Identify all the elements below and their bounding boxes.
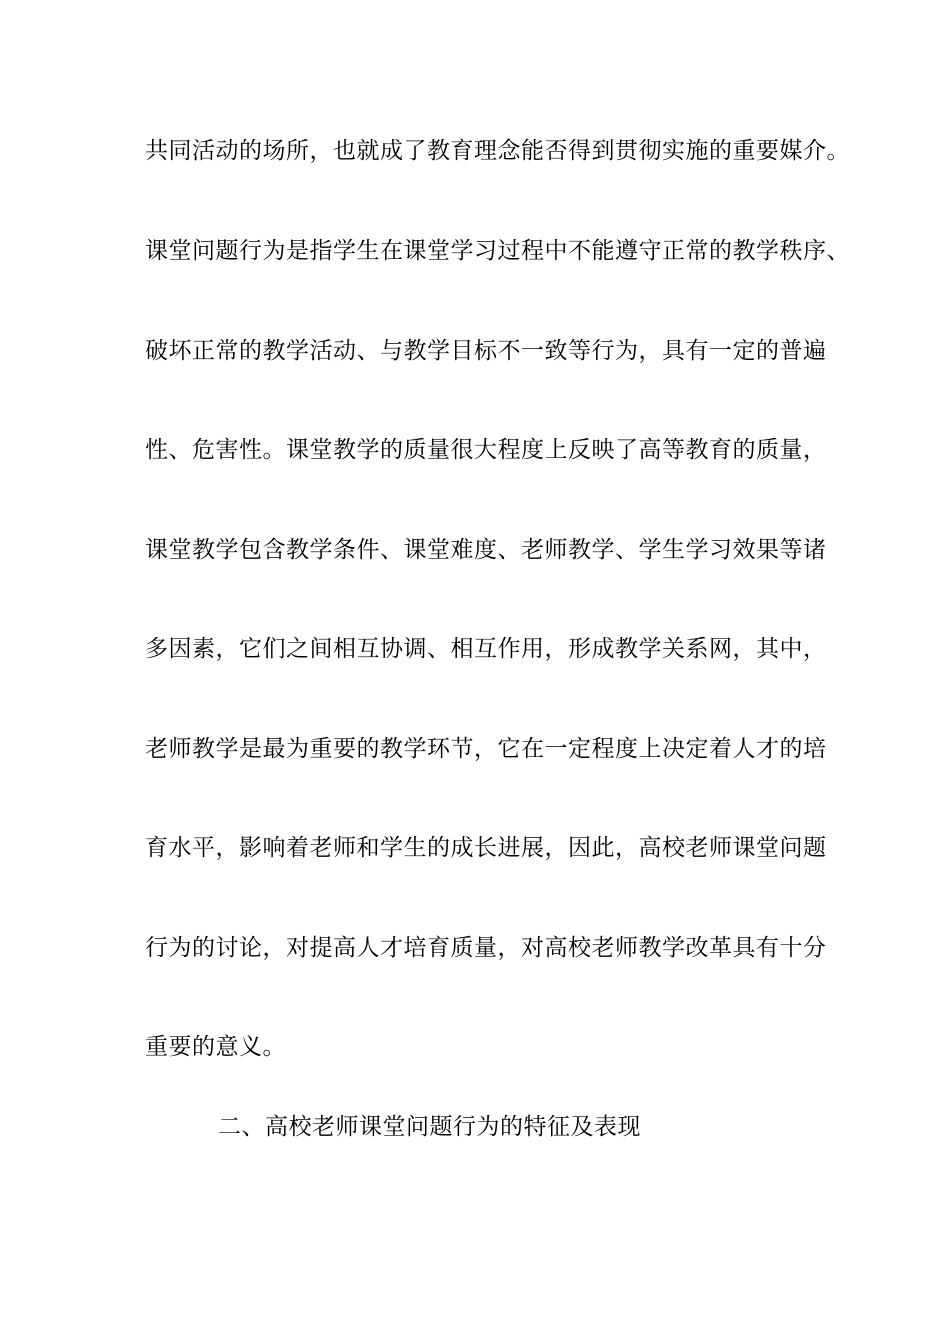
paragraph-line-10: 重要的意义。 bbox=[145, 1034, 286, 1060]
paragraph-line-6: 多因素，它们之间相互协调、相互作用，形成教学关系网，其中， bbox=[145, 636, 827, 662]
paragraph-line-9: 行为的讨论，对提高人才培育质量，对高校老师教学改革具有十分 bbox=[145, 935, 827, 961]
paragraph-line-7: 老师教学是最为重要的教学环节，它在一定程度上决定着人才的培 bbox=[145, 736, 827, 762]
paragraph-line-4: 性、危害性。课堂教学的质量很大程度上反映了高等教育的质量， bbox=[145, 437, 827, 463]
paragraph-line-8: 育水平，影响着老师和学生的成长进展，因此，高校老师课堂问题 bbox=[145, 835, 827, 861]
paragraph-line-3: 破坏正常的教学活动、与教学目标不一致等行为，具有一定的普遍 bbox=[145, 338, 827, 364]
paragraph-line-1: 共同活动的场所，也就成了教育理念能否得到贯彻实施的重要媒介。 bbox=[145, 138, 850, 164]
paragraph-line-2: 课堂问题行为是指学生在课堂学习过程中不能遵守正常的教学秩序、 bbox=[145, 238, 850, 264]
paragraph-line-5: 课堂教学包含教学条件、课堂难度、老师教学、学生学习效果等诸 bbox=[145, 537, 827, 563]
section-heading: 二、高校老师课堂问题行为的特征及表现 bbox=[218, 1114, 641, 1140]
